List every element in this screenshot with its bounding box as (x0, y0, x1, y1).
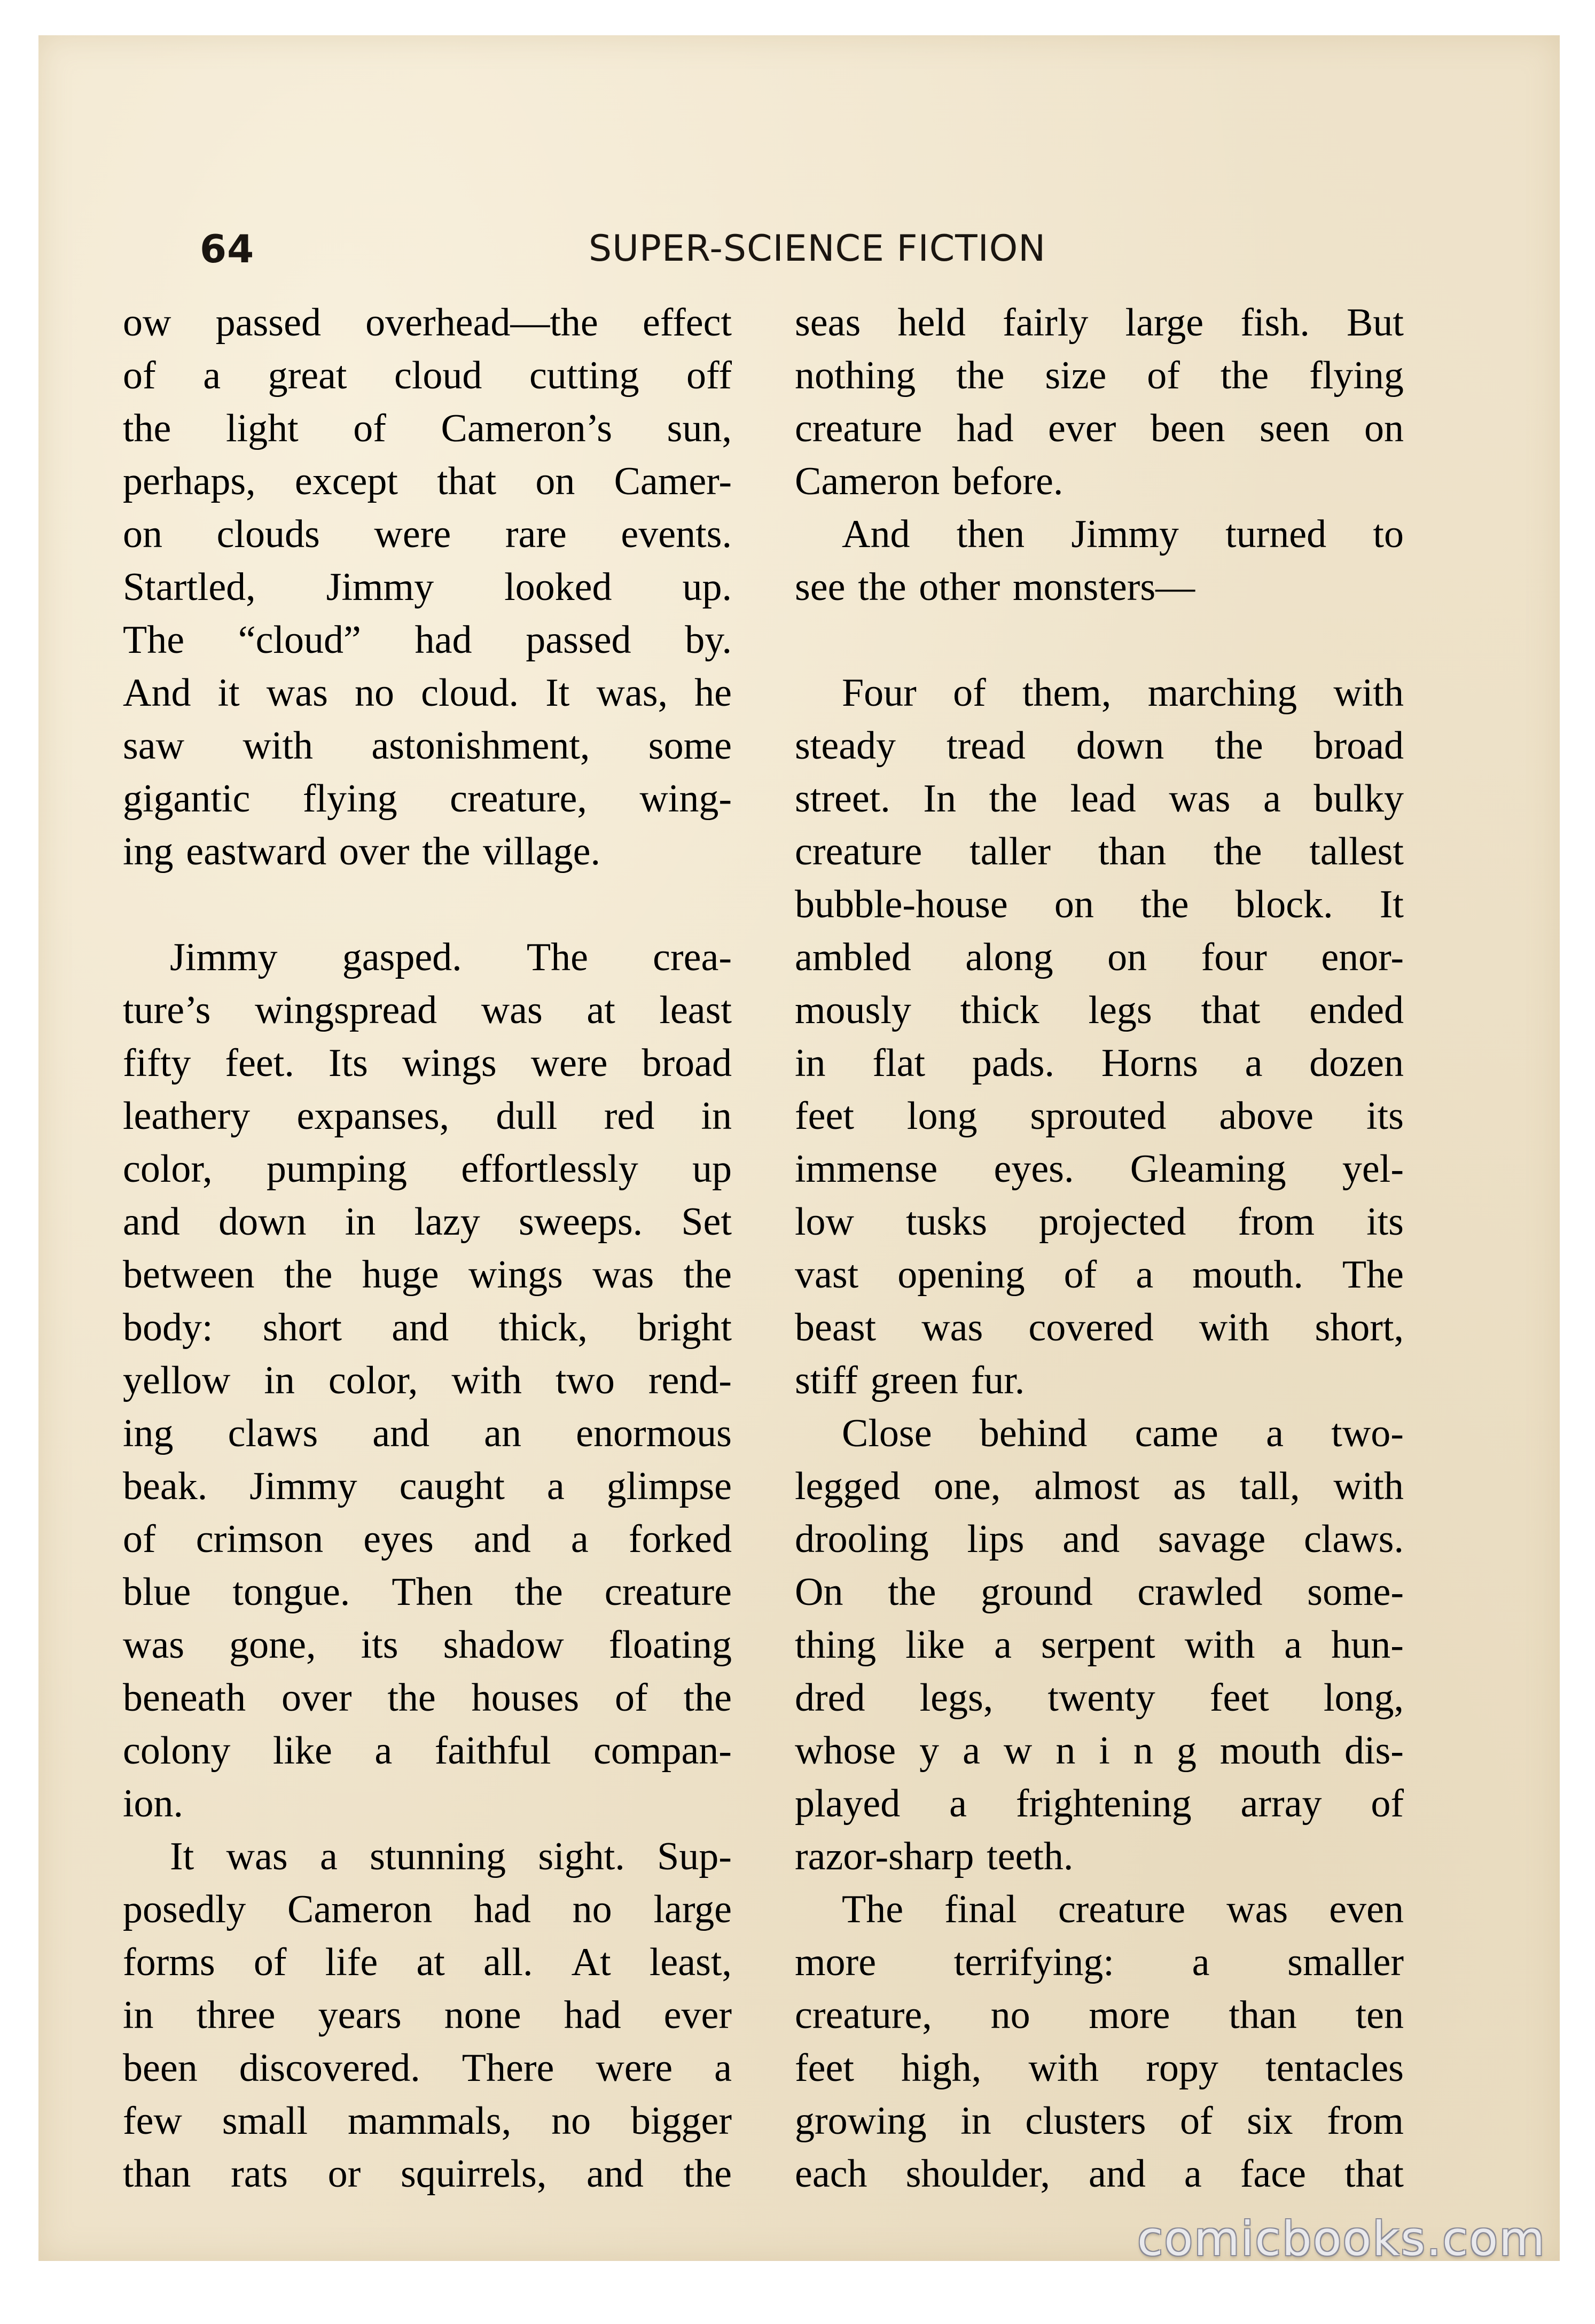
page-header (161, 220, 1523, 278)
text-line: ture’s wingspread was at least (123, 988, 732, 1032)
text-line: creature taller than the tallest (795, 830, 1404, 874)
section-break (123, 878, 732, 931)
text-line: gigantic flying creature, wing- (123, 777, 732, 821)
text-line: ing claws and an enormous (123, 1411, 732, 1455)
text-line: vast opening of a mouth. The (795, 1253, 1404, 1297)
text-line: each shoulder, and a face that (795, 2152, 1404, 2196)
text-line: in flat pads. Horns a dozen (795, 1041, 1404, 1085)
watermark: comicbooks.com (1137, 2211, 1546, 2266)
text-line: creature had ever been seen on (795, 407, 1404, 450)
page-number: 64 (200, 227, 255, 271)
text-line: thing like a serpent with a hun- (795, 1623, 1404, 1667)
text-line: played a frightening array of (795, 1782, 1404, 1826)
text-line: legged one, almost as tall, with (795, 1464, 1404, 1508)
text-line: immense eyes. Gleaming yel- (795, 1147, 1404, 1191)
text-line: bubble-house on the block. It (795, 883, 1404, 926)
text-line: forms of life at all. At least, (123, 1940, 732, 1984)
text-line: been discovered. There were a (123, 2046, 732, 2090)
text-line: ambled along on four enor- (795, 935, 1404, 979)
left-text-column (123, 297, 732, 2201)
text-line: razor-sharp teeth. (795, 1835, 1074, 1878)
text-line: feet long sprouted above its (795, 1094, 1404, 1138)
text-line: low tusks projected from its (795, 1200, 1404, 1244)
text-line: beast was covered with short, (795, 1306, 1404, 1350)
text-line: It was a stunning sight. Sup- (170, 1835, 732, 1878)
text-line: Close behind came a two- (842, 1411, 1404, 1455)
text-line: than rats or squirrels, and the (123, 2152, 732, 2196)
text-line: the light of Cameron’s sun, (123, 407, 732, 450)
text-line: color, pumping effortlessly up (123, 1147, 732, 1191)
text-line: steady tread down the broad (795, 724, 1404, 768)
text-line: in three years none had ever (123, 1993, 732, 2037)
text-line: colony like a faithful compan- (123, 1729, 732, 1773)
text-line: feet high, with ropy tentacles (795, 2046, 1404, 2090)
text-line: nothing the size of the flying (795, 354, 1404, 397)
text-line: The “cloud” had passed by. (123, 618, 732, 662)
text-line: Four of them, marching with (842, 671, 1404, 715)
text-line: The final creature was even (842, 1888, 1404, 1931)
text-line: blue tongue. Then the creature (123, 1570, 732, 1614)
text-line: see the other monsters— (795, 565, 1195, 609)
text-line: was gone, its shadow floating (123, 1623, 732, 1667)
text-line: beneath over the houses of the (123, 1676, 732, 1720)
text-line: creature, no more than ten (795, 1993, 1404, 2037)
text-line: and down in lazy sweeps. Set (123, 1200, 732, 1244)
text-line: yellow in color, with two rend- (123, 1359, 732, 1402)
text-line: whose y a w n i n g mouth dis- (795, 1729, 1404, 1773)
text-line: And then Jimmy turned to (842, 512, 1404, 556)
right-text-column (795, 297, 1404, 2201)
text-line: stiff green fur. (795, 1359, 1025, 1402)
text-line: perhaps, except that on Camer- (123, 459, 732, 503)
text-line: And it was no cloud. It was, he (123, 671, 732, 715)
text-line: dred legs, twenty feet long, (795, 1676, 1404, 1720)
text-line: of a great cloud cutting off (123, 354, 732, 397)
text-line: Jimmy gasped. The crea- (170, 935, 732, 979)
text-line: saw with astonishment, some (123, 724, 732, 768)
text-line: ow passed overhead—the effect (123, 301, 732, 345)
text-line: street. In the lead was a bulky (795, 777, 1404, 821)
text-line: growing in clusters of six from (795, 2099, 1404, 2143)
text-line: leathery expanses, dull red in (123, 1094, 732, 1138)
text-line: On the ground crawled some- (795, 1570, 1404, 1614)
text-line: Startled, Jimmy looked up. (123, 565, 732, 609)
text-line: posedly Cameron had no large (123, 1888, 732, 1931)
text-line: of crimson eyes and a forked (123, 1517, 732, 1561)
text-line: mously thick legs that ended (795, 988, 1404, 1032)
text-line: on clouds were rare events. (123, 512, 732, 556)
running-title: SUPER-SCIENCE FICTION (589, 228, 1046, 270)
text-line: between the huge wings was the (123, 1253, 732, 1297)
section-break (795, 614, 1404, 667)
text-line: body: short and thick, bright (123, 1306, 732, 1350)
text-line: Cameron before. (795, 459, 1064, 503)
text-line: ing eastward over the village. (123, 830, 601, 874)
text-line: fifty feet. Its wings were broad (123, 1041, 732, 1085)
text-line: drooling lips and savage claws. (795, 1517, 1404, 1561)
text-line: more terrifying: a smaller (795, 1940, 1404, 1984)
text-line: few small mammals, no bigger (123, 2099, 732, 2143)
text-line: ion. (123, 1782, 184, 1826)
text-line: beak. Jimmy caught a glimpse (123, 1464, 732, 1508)
text-line: seas held fairly large fish. But (795, 301, 1404, 345)
